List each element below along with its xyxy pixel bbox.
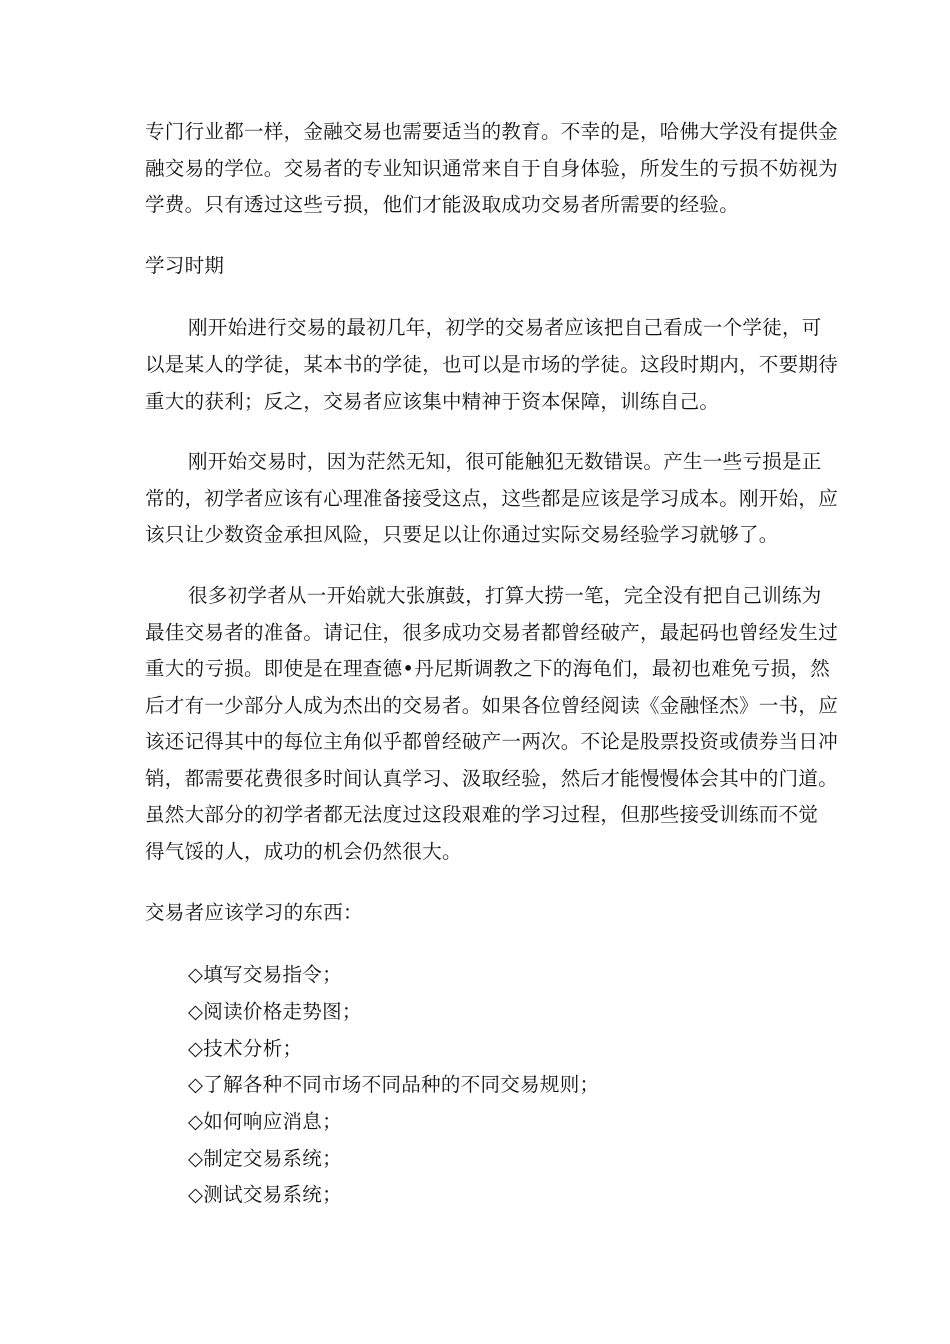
list-item: ◇技术分析；: [188, 1037, 303, 1060]
paragraph-4-line-4: 后才有一少部分人成为杰出的交易者。如果各位曾经阅读《金融怪杰》一书，应: [145, 694, 839, 717]
paragraph-4-line-6: 销，都需要花费很多时间认真学习、汲取经验，然后才能慢慢体会其中的门道。: [145, 767, 839, 790]
paragraph-4-line-8: 得气馁的人，成功的机会仍然很大。: [145, 840, 462, 863]
paragraph-1-line-3: 学费。只有透过这些亏损，他们才能汲取成功交易者所需要的经验。: [145, 193, 740, 216]
paragraph-3-line-2: 常的，初学者应该有心理准备接受这点，这些都是应该是学习成本。刚开始，应: [145, 487, 839, 510]
section-heading-things-to-learn: 交易者应该学习的东西：: [145, 901, 363, 924]
paragraph-4-line-7: 虽然大部分的初学者都无法度过这段艰难的学习过程，但那些接受训练而不觉: [145, 803, 819, 826]
list-item: ◇阅读价格走势图；: [188, 1000, 362, 1023]
paragraph-1-line-1: 专门行业都一样，金融交易也需要适当的教育。不幸的是，哈佛大学没有提供金: [145, 120, 839, 143]
list-item: ◇制定交易系统；: [188, 1147, 342, 1170]
list-item: ◇测试交易系统；: [188, 1183, 342, 1206]
paragraph-2-line-2: 以是某人的学徒，某本书的学徒，也可以是市场的学徒。这段时期内，不要期待: [145, 353, 839, 376]
paragraph-4-line-5: 该还记得其中的每位主角似乎都曾经破产一两次。不论是股票投资或债券当日冲: [145, 730, 839, 753]
list-item: ◇如何响应消息；: [188, 1110, 342, 1133]
paragraph-4-line-1: 很多初学者从一开始就大张旗鼓，打算大捞一笔，完全没有把自己训练为: [188, 584, 822, 607]
paragraph-2-line-1: 刚开始进行交易的最初几年，初学的交易者应该把自己看成一个学徒，可: [188, 316, 822, 339]
paragraph-3-line-1: 刚开始交易时，因为茫然无知，很可能触犯无数错误。产生一些亏损是正: [188, 450, 822, 473]
paragraph-2-line-3: 重大的获利；反之，交易者应该集中精神于资本保障，训练自己。: [145, 390, 720, 413]
paragraph-3-line-3: 该只让少数资金承担风险，只要足以让你通过实际交易经验学习就够了。: [145, 523, 779, 546]
paragraph-4-line-2: 最佳交易者的准备。请记住，很多成功交易者都曾经破产，最起码也曾经发生过: [145, 621, 839, 644]
list-item: ◇了解各种不同市场不同品种的不同交易规则；: [188, 1073, 600, 1096]
list-item: ◇填写交易指令；: [188, 963, 342, 986]
section-heading-learning-period: 学习时期: [145, 254, 225, 277]
paragraph-1-line-2: 融交易的学位。交易者的专业知识通常来自于自身体验，所发生的亏损不妨视为: [145, 157, 839, 180]
paragraph-4-line-3: 重大的亏损。即使是在理查德•丹尼斯调教之下的海龟们，最初也难免亏损，然: [145, 657, 831, 680]
